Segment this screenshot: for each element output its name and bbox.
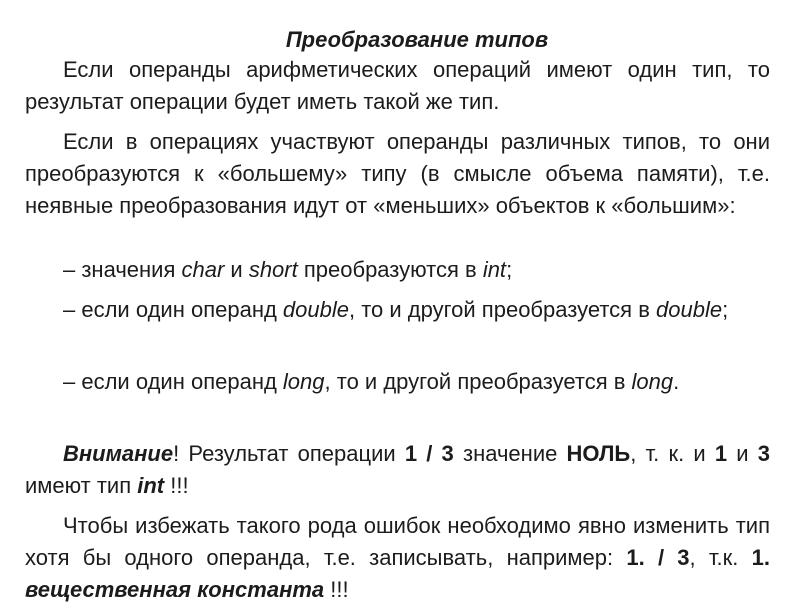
number-one: 1	[714, 441, 728, 466]
number-three: 3	[757, 441, 771, 466]
keyword-char: char	[181, 257, 225, 282]
text: !!!	[164, 473, 189, 498]
text: и	[224, 257, 249, 282]
slide-title: Преобразование типов	[285, 27, 549, 52]
text: значение	[453, 441, 567, 466]
paragraph-explicit-cast	[25, 510, 770, 606]
text: – если один операнд	[63, 297, 283, 322]
expression: 1. / 3	[626, 545, 690, 570]
rule-long	[25, 366, 770, 398]
real-constant-label: вещественная константа	[25, 577, 325, 602]
text: , т. к. и	[630, 441, 715, 466]
text: – значения	[63, 257, 182, 282]
text: !!!	[324, 577, 349, 602]
attention-label: Внимание	[63, 441, 174, 466]
paragraph-different-types: Если в операциях участвуют операнды различных типов, то они преобразуются к «большему» типу (в смысле объема памяти), т.е. неявные преобразования идут от «меньших» объектов к «большим»:	[25, 129, 770, 218]
rule-char-short	[25, 254, 770, 286]
text: – если один операнд	[63, 369, 283, 394]
text: имеют тип	[25, 473, 138, 498]
number-one-real: 1.	[751, 545, 770, 570]
keyword-double: double	[282, 297, 349, 322]
expression: 1 / 3	[404, 441, 454, 466]
keyword-int: int	[137, 473, 165, 498]
paragraph-same-type: Если операнды арифметических операций имеют один тип, то результат операции будет иметь такой же тип.	[25, 57, 770, 114]
keyword-short: short	[248, 257, 298, 282]
text: .	[673, 369, 680, 394]
text: преобразуются в	[297, 257, 483, 282]
text: ;	[722, 297, 729, 322]
text: и	[727, 441, 758, 466]
keyword-long: long	[631, 369, 674, 394]
zero-word: НОЛЬ	[566, 441, 631, 466]
text: ;	[506, 257, 513, 282]
text: ! Результат операции	[173, 441, 405, 466]
keyword-double: double	[656, 297, 723, 322]
text: , т.к.	[689, 545, 752, 570]
keyword-int: int	[482, 257, 507, 282]
paragraph-attention	[25, 438, 770, 502]
keyword-long: long	[282, 369, 325, 394]
text: , то и другой преобразуется в	[324, 369, 632, 394]
text: , то и другой преобразуется в	[349, 297, 657, 322]
rule-double	[25, 294, 770, 326]
text: Чтобы избежать такого рода ошибок необходимо явно изменить тип хотя бы одного операнда, т.е. записывать, например:	[25, 513, 770, 570]
